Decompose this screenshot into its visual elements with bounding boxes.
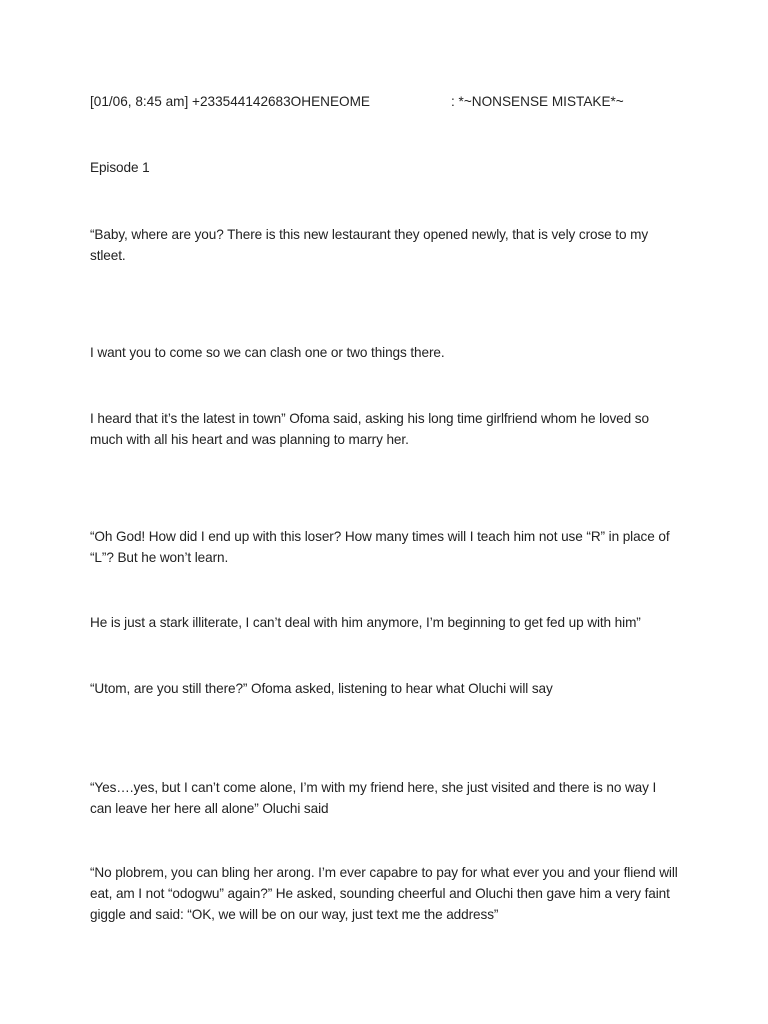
paragraph-2: I want you to come so we can clash one or two things there.	[90, 345, 445, 360]
paragraph-8: “No plobrem, you can bling her arong. I’m ever capabre to pay for what ever you and your fliend will eat, am I not “odogwu” again?” He asked, sounding cheerful and Oluchi then gave him a very faint giggle and said: “OK, we will be on our way, just text me the address”	[90, 865, 678, 922]
paragraph-4: “Oh God! How did I end up with this loser? How many times will I teach him not use “R” in place of “L”? But he won’t learn.	[90, 529, 670, 565]
story-title: : *~NONSENSE MISTAKE*~	[451, 94, 624, 109]
paragraph-6: “Utom, are you still there?” Ofoma asked, listening to hear what Oluchi will say	[90, 681, 553, 696]
episode-heading: Episode 1	[90, 160, 150, 175]
message-header	[90, 91, 690, 112]
paragraph-5: He is just a stark illiterate, I can’t deal with him anymore, I’m beginning to get fed up with him”	[90, 615, 641, 630]
paragraph-3: I heard that it’s the latest in town” Ofoma said, asking his long time girlfriend whom he loved so much with all his heart and was planning to marry her.	[90, 411, 649, 447]
message-timestamp-sender: [01/06, 8:45 am] +233544142683OHENEOME	[90, 94, 370, 109]
paragraph-7: “Yes….yes, but I can’t come alone, I’m with my friend here, she just visited and there is no way I can leave her here all alone” Oluchi said	[90, 780, 657, 816]
paragraph-1: “Baby, where are you? There is this new lestaurant they opened newly, that is vely crose to my stleet.	[90, 227, 649, 263]
